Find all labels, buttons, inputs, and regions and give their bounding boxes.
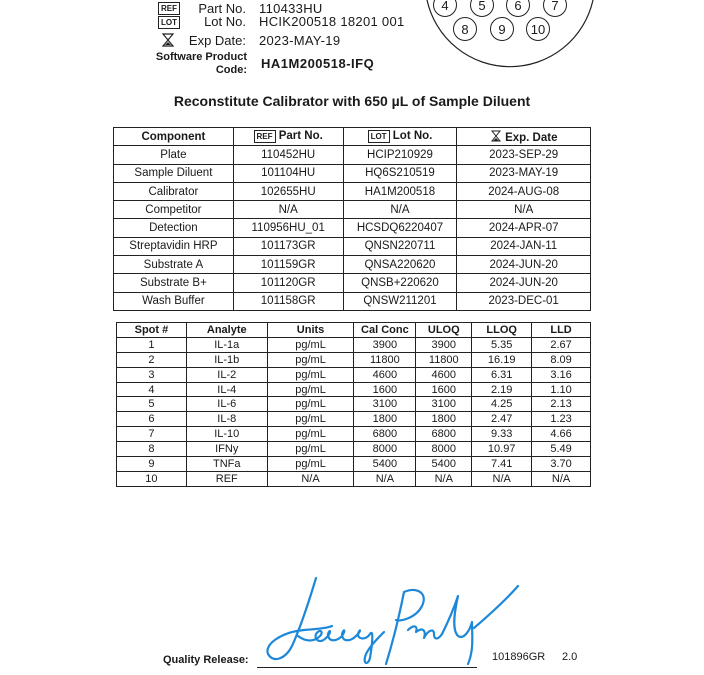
table-row: [114, 146, 591, 164]
table-cell: HA1M200518: [343, 182, 457, 200]
table-cell: Calibrator: [114, 182, 234, 200]
table-cell: N/A: [416, 471, 472, 486]
table-cell: N/A: [343, 201, 457, 219]
column-header: Part No.: [278, 130, 323, 143]
table-cell: 4: [117, 382, 187, 397]
column-header: ULOQ: [416, 323, 472, 338]
table-cell: 1800: [416, 412, 472, 427]
table-cell: pg/mL: [267, 457, 354, 472]
plate-spot: 8: [453, 17, 477, 41]
table-cell: 3900: [416, 337, 472, 352]
table-cell: TNFa: [186, 457, 267, 472]
table-cell: 2.67: [532, 337, 591, 352]
spots-table: [116, 322, 591, 487]
ref-symbol: REF: [158, 2, 180, 15]
part-no-label: Part No.: [198, 1, 246, 16]
column-header: LLD: [532, 323, 591, 338]
table-cell: 3.16: [532, 367, 591, 382]
table-header-row: [117, 323, 591, 338]
plate-spot: 6: [506, 0, 530, 17]
table-cell: 3100: [416, 397, 472, 412]
table-cell: 2.47: [472, 412, 532, 427]
table-cell: IL-1b: [186, 352, 267, 367]
table-row: [117, 457, 591, 472]
table-cell: 10: [117, 471, 187, 486]
table-row: [117, 397, 591, 412]
table-cell: Streptavidin HRP: [114, 237, 234, 255]
table-cell: 3: [117, 367, 187, 382]
table-cell: 1800: [354, 412, 416, 427]
table-cell: 2.19: [472, 382, 532, 397]
table-row: [114, 256, 591, 274]
software-code-value: HA1M200518-IFQ: [261, 56, 375, 71]
table-cell: 101158GR: [233, 292, 343, 310]
table-cell: 16.19: [472, 352, 532, 367]
table-cell: REF: [186, 471, 267, 486]
table-cell: 2023-MAY-19: [457, 164, 591, 182]
table-cell: N/A: [457, 201, 591, 219]
table-cell: IL-6: [186, 397, 267, 412]
revision-number: 2.0: [562, 651, 578, 663]
software-code-label-line2: Code:: [215, 64, 247, 76]
table-cell: HCIP210929: [343, 146, 457, 164]
table-cell: IL-10: [186, 427, 267, 442]
column-header: Component: [114, 128, 234, 146]
table-cell: N/A: [472, 471, 532, 486]
table-cell: pg/mL: [267, 427, 354, 442]
table-cell: 5: [117, 397, 187, 412]
table-cell: 7: [117, 427, 187, 442]
table-row: [117, 382, 591, 397]
table-row: [117, 471, 591, 486]
table-cell: 2024-JUN-20: [457, 274, 591, 292]
column-header-part-no: [233, 128, 343, 146]
column-header: Spot #: [117, 323, 187, 338]
table-cell: 6800: [354, 427, 416, 442]
table-cell: 101173GR: [233, 237, 343, 255]
lot-no-value: HCIK200518 18201 001: [259, 14, 405, 29]
table-cell: 8: [117, 442, 187, 457]
table-row: [117, 352, 591, 367]
table-cell: 1: [117, 337, 187, 352]
table-cell: pg/mL: [267, 352, 354, 367]
plate-spot: 10: [526, 17, 550, 41]
ref-symbol: REF: [254, 130, 276, 143]
quality-release-label: Quality Release:: [163, 654, 249, 666]
table-cell: 2: [117, 352, 187, 367]
table-cell: 102655HU: [233, 182, 343, 200]
table-cell: 6: [117, 412, 187, 427]
column-header: Lot No.: [392, 130, 433, 143]
reconstitution-instruction: Reconstitute Calibrator with 650 µL of Sample Diluent: [173, 93, 531, 109]
column-header: Analyte: [186, 323, 267, 338]
table-cell: Wash Buffer: [114, 292, 234, 310]
table-cell: IL-2: [186, 367, 267, 382]
table-cell: 4.66: [532, 427, 591, 442]
table-cell: Plate: [114, 146, 234, 164]
table-row: [114, 219, 591, 237]
table-cell: 5400: [354, 457, 416, 472]
table-row: [117, 442, 591, 457]
table-cell: 2.13: [532, 397, 591, 412]
table-cell: Substrate A: [114, 256, 234, 274]
table-cell: Competitor: [114, 201, 234, 219]
signature: [258, 568, 528, 672]
table-row: [117, 412, 591, 427]
hourglass-icon: [490, 130, 502, 142]
table-cell: 3100: [354, 397, 416, 412]
table-cell: pg/mL: [267, 367, 354, 382]
table-cell: 5.35: [472, 337, 532, 352]
column-header-exp-date: [457, 128, 591, 146]
table-row: [117, 367, 591, 382]
table-cell: IL-8: [186, 412, 267, 427]
table-cell: HQ6S210519: [343, 164, 457, 182]
software-code-label-line1: Software Product: [155, 51, 247, 63]
document-number: 101896GR: [492, 651, 546, 663]
table-cell: N/A: [267, 471, 354, 486]
table-cell: 8000: [416, 442, 472, 457]
table-cell: QNSB+220620: [343, 274, 457, 292]
table-row: [117, 337, 591, 352]
table-cell: 4.25: [472, 397, 532, 412]
table-cell: 2023-DEC-01: [457, 292, 591, 310]
table-cell: Substrate B+: [114, 274, 234, 292]
table-cell: pg/mL: [267, 337, 354, 352]
table-cell: 9.33: [472, 427, 532, 442]
table-cell: pg/mL: [267, 397, 354, 412]
table-cell: QNSN220711: [343, 237, 457, 255]
table-cell: 6800: [416, 427, 472, 442]
table-cell: 101104HU: [233, 164, 343, 182]
table-cell: N/A: [233, 201, 343, 219]
table-row: [114, 182, 591, 200]
table-cell: 11800: [416, 352, 472, 367]
table-cell: 8000: [354, 442, 416, 457]
table-cell: 7.41: [472, 457, 532, 472]
table-cell: 4600: [416, 367, 472, 382]
lot-symbol: LOT: [368, 130, 390, 143]
column-header: Cal Conc: [354, 323, 416, 338]
column-header: LLOQ: [472, 323, 532, 338]
column-header-lot-no: [343, 128, 457, 146]
table-row: [114, 237, 591, 255]
table-cell: 6.31: [472, 367, 532, 382]
table-cell: 2024-JUN-20: [457, 256, 591, 274]
table-cell: 5400: [416, 457, 472, 472]
table-cell: 3900: [354, 337, 416, 352]
table-cell: IL-4: [186, 382, 267, 397]
table-cell: QNSW211201: [343, 292, 457, 310]
table-cell: 1600: [416, 382, 472, 397]
table-cell: QNSA220620: [343, 256, 457, 274]
table-cell: 1.23: [532, 412, 591, 427]
exp-date-value: 2023-MAY-19: [259, 33, 341, 48]
lot-symbol: LOT: [158, 16, 180, 29]
table-row: [114, 292, 591, 310]
table-cell: 10.97: [472, 442, 532, 457]
column-header: Exp. Date: [505, 131, 558, 144]
table-cell: 110956HU_01: [233, 219, 343, 237]
table-cell: N/A: [532, 471, 591, 486]
table-cell: 2024-APR-07: [457, 219, 591, 237]
plate-spot: 9: [490, 17, 514, 41]
table-row: [117, 427, 591, 442]
table-cell: IFNy: [186, 442, 267, 457]
table-row: [114, 274, 591, 292]
table-cell: pg/mL: [267, 442, 354, 457]
table-cell: 11800: [354, 352, 416, 367]
components-table: [113, 127, 591, 311]
table-cell: 2024-JAN-11: [457, 237, 591, 255]
table-cell: Sample Diluent: [114, 164, 234, 182]
table-cell: 8.09: [532, 352, 591, 367]
column-header: Units: [267, 323, 354, 338]
table-cell: 1.10: [532, 382, 591, 397]
lot-no-label: Lot No.: [204, 14, 246, 29]
table-cell: 9: [117, 457, 187, 472]
table-cell: N/A: [354, 471, 416, 486]
table-header-row: [114, 128, 591, 146]
table-cell: 1600: [354, 382, 416, 397]
exp-date-label: Exp Date:: [188, 33, 246, 48]
table-cell: Detection: [114, 219, 234, 237]
plate-spot: 7: [543, 0, 567, 17]
table-cell: 3.70: [532, 457, 591, 472]
table-cell: IL-1a: [186, 337, 267, 352]
table-cell: pg/mL: [267, 412, 354, 427]
table-cell: 5.49: [532, 442, 591, 457]
table-cell: 101159GR: [233, 256, 343, 274]
table-row: [114, 201, 591, 219]
table-cell: 2024-AUG-08: [457, 182, 591, 200]
plate-spot: 5: [470, 0, 494, 17]
table-cell: 2023-SEP-29: [457, 146, 591, 164]
table-cell: 4600: [354, 367, 416, 382]
table-cell: pg/mL: [267, 382, 354, 397]
table-cell: 110452HU: [233, 146, 343, 164]
table-row: [114, 164, 591, 182]
table-cell: HCSDQ6220407: [343, 219, 457, 237]
table-cell: 101120GR: [233, 274, 343, 292]
plate-spot: 4: [433, 0, 457, 17]
part-no-value: 110433HU: [259, 1, 323, 16]
